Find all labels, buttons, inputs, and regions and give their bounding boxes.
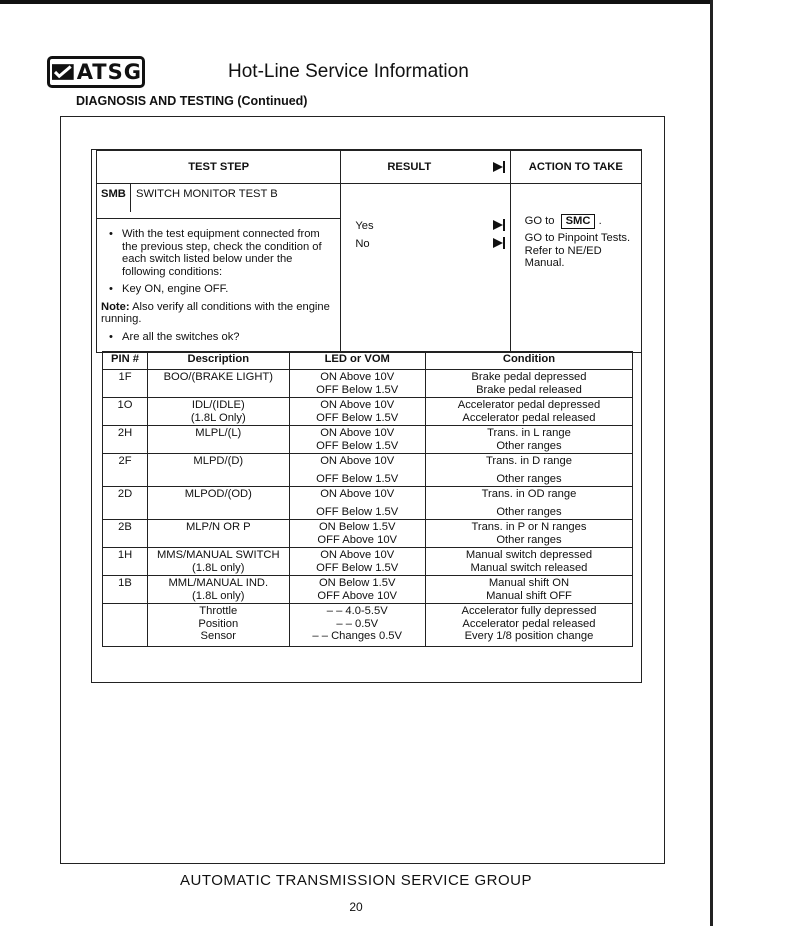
table-cell-condition bbox=[425, 520, 632, 548]
pin-table bbox=[102, 351, 633, 647]
result-no-line bbox=[341, 238, 509, 256]
pin-line: 1O bbox=[117, 399, 133, 411]
led-line: ON Above 10V bbox=[320, 549, 395, 561]
pin-line: 1H bbox=[117, 549, 133, 561]
description-line: (1.8L only) bbox=[192, 561, 245, 574]
header-condition: Condition bbox=[425, 352, 632, 370]
table-cell-description bbox=[148, 370, 289, 398]
table-row bbox=[103, 520, 633, 548]
condition-line: Manual switch released bbox=[470, 561, 588, 574]
description-line: MLPOD/(OD) bbox=[184, 488, 252, 500]
pin-line: 1B bbox=[118, 577, 132, 589]
description-line: IDL/(IDLE) bbox=[191, 399, 245, 411]
step-code: SMB bbox=[97, 184, 131, 212]
condition-line: Brake pedal released bbox=[476, 383, 582, 396]
description-line: MLPL/(L) bbox=[195, 427, 242, 439]
desc-line: Sensor bbox=[200, 630, 236, 642]
step-body-cell bbox=[97, 219, 341, 353]
action-no: GO to Pinpoint Tests. Refer to NE/ED Manual. bbox=[524, 232, 631, 269]
description-line: MMS/MANUAL SWITCH bbox=[156, 549, 280, 561]
table-cell-condition bbox=[425, 548, 632, 576]
arrow-icon bbox=[493, 220, 503, 230]
condition-line: Accelerator pedal depressed bbox=[457, 399, 601, 411]
table-cell-description bbox=[148, 604, 289, 647]
condition-line: Trans. in L range bbox=[487, 427, 571, 439]
condition-line: Trans. in OD range bbox=[481, 488, 577, 500]
table-cell-led bbox=[289, 576, 425, 604]
header-led: LED or VOM bbox=[289, 352, 425, 370]
action-cell bbox=[510, 184, 641, 353]
table-cell-condition bbox=[425, 604, 632, 647]
description-line: (1.8L only) bbox=[192, 589, 245, 602]
result-yes-line bbox=[341, 220, 509, 238]
led-line: OFF Below 1.5V bbox=[316, 439, 399, 452]
step-body bbox=[97, 219, 340, 352]
led-line: OFF Below 1.5V bbox=[316, 505, 399, 518]
condition-line: Manual switch depressed bbox=[465, 549, 593, 561]
instruction-bullet: • Are all the switches ok? bbox=[109, 331, 334, 344]
table-cell-description bbox=[148, 576, 289, 604]
result-yes: Yes bbox=[355, 220, 374, 232]
cond-line: Every 1/8 position change bbox=[464, 630, 594, 642]
note-label: Note: bbox=[101, 300, 130, 313]
condition-line: Other ranges bbox=[496, 439, 562, 452]
led-line: OFF Below 1.5V bbox=[316, 472, 399, 485]
table-cell-pin bbox=[103, 426, 148, 454]
table-cell-description bbox=[148, 454, 289, 487]
led-line: – – 0.5V bbox=[336, 617, 379, 630]
condition-line: Other ranges bbox=[496, 533, 562, 546]
led-line: ON Below 1.5V bbox=[318, 577, 396, 589]
table-row bbox=[103, 370, 633, 398]
condition-line: Accelerator pedal released bbox=[462, 411, 596, 424]
table-cell-pin bbox=[103, 548, 148, 576]
table-row bbox=[103, 454, 633, 487]
note-text: Also verify all conditions with the engine running. bbox=[101, 300, 330, 325]
table-cell-condition bbox=[425, 576, 632, 604]
led-line: ON Above 10V bbox=[320, 488, 395, 500]
pin-line: 2H bbox=[117, 427, 133, 439]
desc-line: Position bbox=[198, 617, 239, 630]
instruction-bullet: • Key ON, engine OFF. bbox=[109, 283, 334, 296]
page-title: Hot-Line Service Information bbox=[228, 61, 469, 82]
led-line: OFF Above 10V bbox=[317, 589, 398, 602]
pin-line: 2F bbox=[118, 455, 132, 467]
action-yes-prefix: GO to bbox=[524, 215, 555, 227]
result-cell bbox=[341, 184, 510, 353]
table-cell-led bbox=[289, 398, 425, 426]
table-row bbox=[103, 576, 633, 604]
logo-text: ATSG bbox=[76, 60, 142, 84]
header-pin: PIN # bbox=[103, 352, 148, 370]
condition-line: Manual shift OFF bbox=[486, 589, 572, 602]
table-cell-led bbox=[289, 520, 425, 548]
table-cell-description bbox=[148, 548, 289, 576]
table-cell-description bbox=[148, 487, 289, 520]
atsg-logo bbox=[47, 56, 145, 88]
description-line: (1.8L Only) bbox=[190, 411, 246, 424]
step-name: SWITCH MONITOR TEST B bbox=[136, 188, 278, 200]
led-line: ON Above 10V bbox=[320, 399, 395, 411]
table-row bbox=[103, 548, 633, 576]
header-test-step: TEST STEP bbox=[97, 151, 341, 184]
table-cell-condition bbox=[425, 398, 632, 426]
desc-line: Throttle bbox=[199, 605, 238, 617]
table-cell-description bbox=[148, 426, 289, 454]
action-yes-suffix: . bbox=[598, 215, 602, 227]
table-cell-led bbox=[289, 548, 425, 576]
table-cell-pin bbox=[103, 370, 148, 398]
instruction-bullet: • With the test equipment connected from the previous step, check the condition of each switch listed below under the following conditions: bbox=[109, 228, 334, 278]
led-line: ON Below 1.5V bbox=[318, 521, 396, 533]
footer-company: AUTOMATIC TRANSMISSION SERVICE GROUP bbox=[180, 872, 532, 889]
table-cell-pin bbox=[103, 520, 148, 548]
table-cell-condition bbox=[425, 454, 632, 487]
step-id-cell bbox=[97, 184, 341, 219]
arrow-icon bbox=[493, 162, 503, 172]
header-result-label: RESULT bbox=[387, 161, 432, 173]
description-line: MML/MANUAL IND. bbox=[168, 577, 269, 589]
condition-line: Other ranges bbox=[496, 472, 562, 485]
condition-line: Trans. in D range bbox=[485, 455, 572, 467]
description-line: MLPD/(D) bbox=[193, 455, 244, 467]
page-number: 20 bbox=[349, 900, 363, 914]
table-cell-led bbox=[289, 426, 425, 454]
header-description: Description bbox=[148, 352, 289, 370]
led-line: – – 4.0-5.5V bbox=[326, 605, 388, 617]
checkmark-icon bbox=[52, 59, 74, 85]
description-line: MLP/N OR P bbox=[185, 521, 251, 533]
condition-line: Manual shift ON bbox=[488, 577, 570, 589]
arrow-icon bbox=[493, 238, 503, 248]
table-cell-pin bbox=[103, 398, 148, 426]
led-line: – – Changes 0.5V bbox=[312, 630, 402, 642]
pin-line: 2D bbox=[117, 488, 133, 500]
cond-line: Accelerator pedal released bbox=[462, 617, 596, 630]
table-cell-pin bbox=[103, 487, 148, 520]
led-line: OFF Above 10V bbox=[317, 533, 398, 546]
header-action: ACTION TO TAKE bbox=[510, 151, 641, 184]
table-cell-description bbox=[148, 520, 289, 548]
led-line: OFF Below 1.5V bbox=[316, 561, 399, 574]
table-cell-pin bbox=[103, 576, 148, 604]
top-rule bbox=[0, 0, 712, 4]
cond-line: Accelerator fully depressed bbox=[461, 605, 597, 617]
table-cell-pin bbox=[103, 604, 148, 647]
table-cell-condition bbox=[425, 426, 632, 454]
led-line: OFF Below 1.5V bbox=[316, 383, 399, 396]
description-line: BOO/(BRAKE LIGHT) bbox=[163, 371, 273, 383]
condition-line: Trans. in P or N ranges bbox=[471, 521, 587, 533]
section-title: DIAGNOSIS AND TESTING (Continued) bbox=[76, 94, 308, 108]
right-rule bbox=[710, 0, 713, 926]
table-cell-condition bbox=[425, 370, 632, 398]
result-no: No bbox=[355, 238, 370, 250]
table-cell-led bbox=[289, 487, 425, 520]
table-row bbox=[103, 398, 633, 426]
table-cell-pin bbox=[103, 454, 148, 487]
led-line: ON Above 10V bbox=[320, 371, 395, 383]
condition-line: Other ranges bbox=[496, 505, 562, 518]
table-row bbox=[103, 487, 633, 520]
led-line: OFF Below 1.5V bbox=[316, 411, 399, 424]
smc-reference: SMC bbox=[561, 214, 596, 229]
action-yes bbox=[511, 214, 641, 232]
condition-line: Brake pedal depressed bbox=[471, 371, 587, 383]
table-row bbox=[103, 426, 633, 454]
note bbox=[101, 301, 334, 326]
led-line: ON Above 10V bbox=[320, 455, 395, 467]
table-cell-led bbox=[289, 370, 425, 398]
header-result bbox=[341, 151, 510, 184]
pin-line: 2B bbox=[118, 521, 132, 533]
table-cell-led bbox=[289, 604, 425, 647]
table-cell-condition bbox=[425, 487, 632, 520]
test-step-table bbox=[96, 150, 642, 353]
pin-line: 1F bbox=[118, 371, 132, 383]
table-cell-description bbox=[148, 398, 289, 426]
table-cell-led bbox=[289, 454, 425, 487]
led-line: ON Above 10V bbox=[320, 427, 395, 439]
